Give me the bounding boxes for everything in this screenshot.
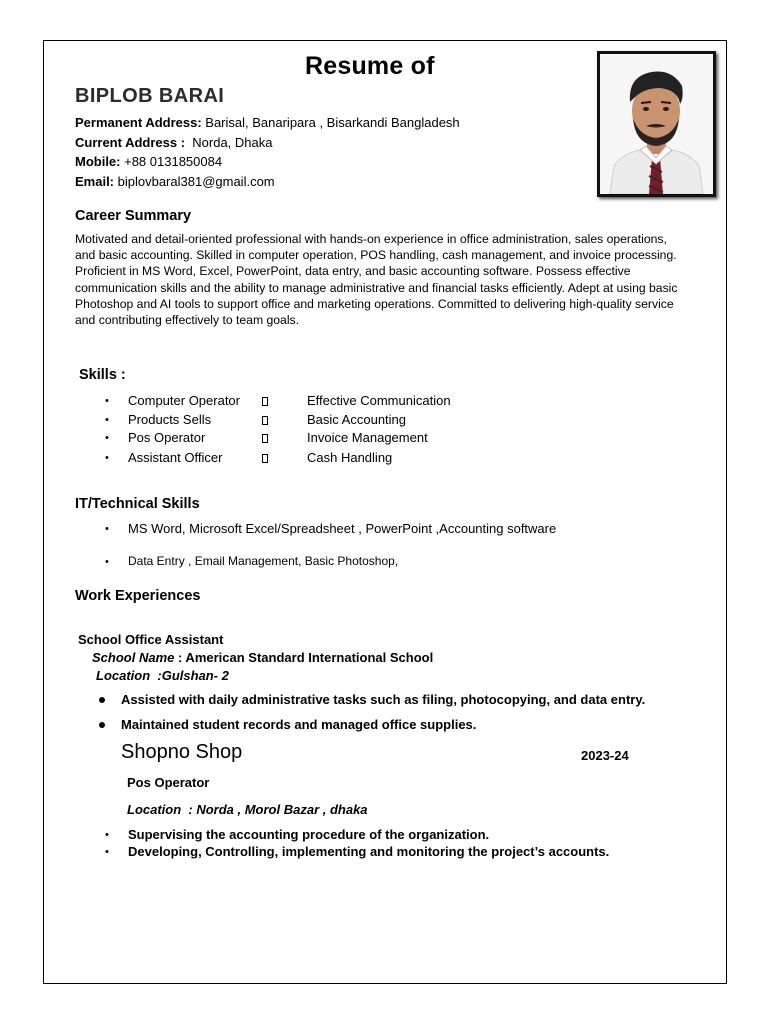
current-address [75,135,272,150]
checkbox-icon [262,434,268,443]
job2-duty-2: Developing, Controlling, implementing and monitoring the project’s accounts. [128,844,610,859]
job2-duty-bullet: • [105,829,109,841]
email [75,174,275,189]
resume-title: Resume of [305,52,435,80]
job2-duty-bullet: • [105,846,109,858]
skill-right-1: Effective Communication [307,393,451,408]
skill-left-2: Products Sells [128,412,212,427]
mobile-value: +88 0131850084 [120,154,223,169]
it-skill-bullet: • [105,523,109,535]
job2-role: Pos Operator [127,775,210,790]
portrait-image [600,54,713,194]
checkbox-icon [262,416,268,425]
current-address-label: Current Address : [75,135,186,150]
job2-location: Location : Norda , Morol Bazar , dhaka [127,802,368,817]
skill-bullet: • [105,432,109,444]
career-summary-heading: Career Summary [75,208,192,224]
job2-company: Shopno Shop [121,741,243,763]
permanent-address-value: Barisal, Banaripara , Bisarkandi Bangladesh [201,115,460,130]
skills-heading: Skills : [79,367,126,383]
school-name-label: School Name [92,650,175,665]
permanent-address-label: Permanent Address: [75,115,202,130]
duty-bullet-icon [99,722,105,728]
permanent-address [75,115,460,130]
school-name-value: : American Standard International School [174,650,434,665]
duty-bullet-icon [99,697,105,703]
job1-title: School Office Assistant [78,632,224,647]
work-heading: Work Experiences [75,588,201,604]
skill-right-4: Cash Handling [307,450,393,465]
skill-right-3: Invoice Management [307,430,428,445]
email-value: biplovbaral381@gmail.com [114,174,275,189]
skill-bullet: • [105,452,109,464]
job1-duty-1: Assisted with daily administrative tasks such as filing, photocopying, and data entry. [121,692,646,707]
profile-photo [597,51,716,197]
checkbox-icon [262,397,268,406]
job2-year: 2023-24 [581,748,629,763]
it-skill-2: Data Entry , Email Management, Basic Photoshop, [128,554,399,568]
email-label: Email: [75,174,115,189]
candidate-name: BIPLOB BARAI [75,85,225,107]
job1-duty-2: Maintained student records and managed office supplies. [121,717,477,732]
it-skills-heading: IT/Technical Skills [75,496,200,512]
skill-left-4: Assistant Officer [128,450,223,465]
skill-left-1: Computer Operator [128,393,240,408]
skill-bullet: • [105,395,109,407]
job1-school [92,650,433,665]
checkbox-icon [262,454,268,463]
career-summary-text: Motivated and detail-oriented professional with hands-on experience in office administration, sales operations, and basic accounting. Skilled in computer operation, POS handling, cash management, and invoice processing. Proficient in MS Word, Excel, PowerPoint, data entry, and basic accounting software. Possess effective communication skills and the ability to manage administrative and financial tasks efficiently. Adept at using basic Photoshop and AI tools to support office and marketing operations. Committed to delivering high-quality service and contributing effectively to team goals. [75,232,678,328]
job1-location: Location :Gulshan- 2 [96,668,229,683]
it-skill-1: MS Word, Microsoft Excel/Spreadsheet , PowerPoint ,Accounting software [128,521,557,536]
mobile [75,154,222,169]
skill-bullet: • [105,414,109,426]
mobile-label: Mobile: [75,154,121,169]
skill-left-3: Pos Operator [128,430,206,445]
skill-right-2: Basic Accounting [307,412,407,427]
current-address-value: Norda, Dhaka [185,135,273,150]
job2-duty-1: Supervising the accounting procedure of the organization. [128,827,490,842]
it-skill-bullet: • [105,556,109,568]
